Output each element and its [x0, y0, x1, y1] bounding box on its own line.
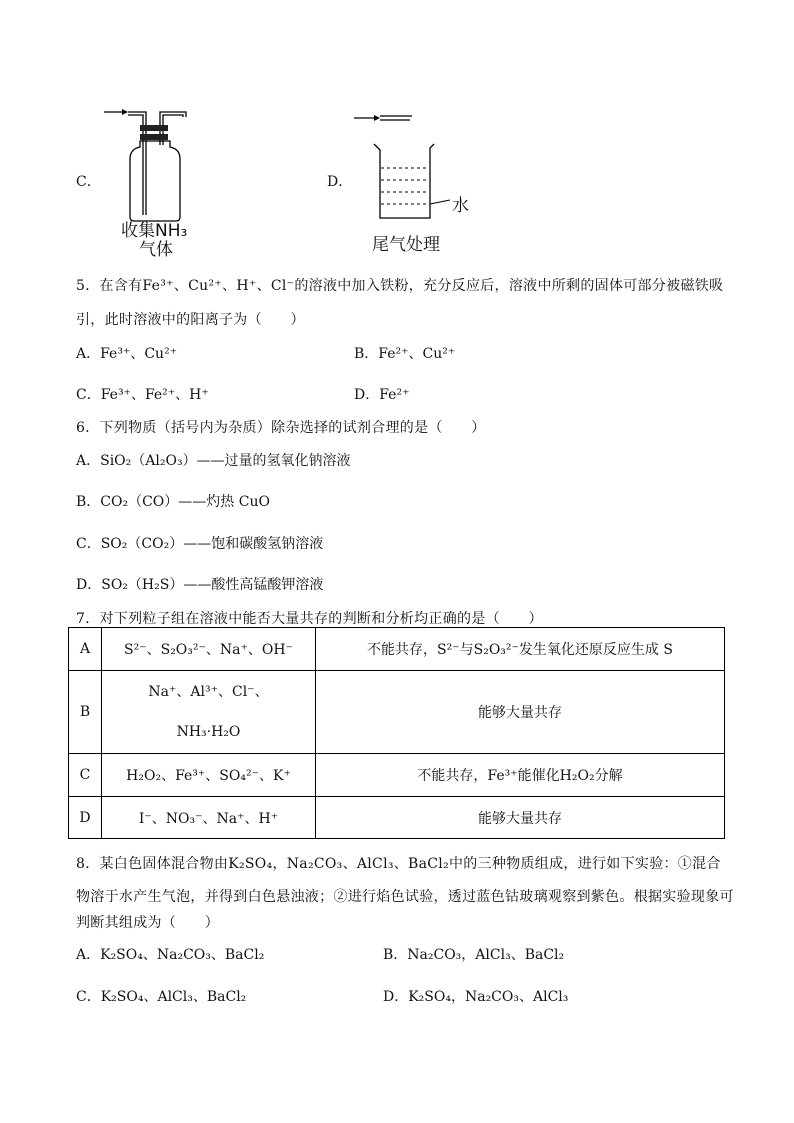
q6-stem: 6．下列物质（括号内为杂质）除杂选择的试剂合理的是（ ） — [76, 420, 486, 436]
q8-option-a: A．K₂SO₄、Na₂CO₃、BaCl₂ — [76, 947, 265, 963]
q6-option-a: A．SiO₂（Al₂O₃）——过量的氢氧化钠溶液 — [76, 453, 351, 469]
q5-stem-line1: 5．在含有Fe³⁺、Cu²⁺、H⁺、Cl⁻的溶液中加入铁粉，充分反应后，溶液中所剩的固体可部分被磁铁吸 — [76, 278, 724, 294]
ion-group — [102, 671, 316, 754]
water-label: 水 — [452, 196, 469, 216]
beaker-tail-gas-figure — [350, 110, 460, 230]
q8-stem-line1: 8．某白色固体混合物由K₂SO₄，Na₂CO₃、AlCl₃、BaCl₂中的三种物质组成，进行如下实验：①混合 — [76, 856, 721, 872]
q5-stem-line2: 引，此时溶液中的阳离子为（ ） — [76, 312, 305, 328]
q6-option-c: C．SO₂（CO₂）——饱和碳酸氢钠溶液 — [76, 536, 324, 552]
row-key: B — [69, 671, 102, 754]
gas-washing-bottle-figure — [100, 105, 200, 225]
figure-c-caption-line1: 收集NH₃ — [121, 221, 188, 241]
row-key: A — [69, 628, 102, 671]
analysis: 不能共存，S²⁻与S₂O₃²⁻发生氧化还原反应生成 S — [316, 628, 725, 671]
ion-group: S²⁻、S₂O₃²⁻、Na⁺、OH⁻ — [102, 628, 316, 671]
row-key: D — [69, 797, 102, 839]
ion-group: I⁻、NO₃⁻、Na⁺、H⁺ — [102, 797, 316, 839]
q8-stem-line2: 物溶于水产生气泡，并得到白色悬浊液；②进行焰色试验，透过蓝色钴玻璃观察到紫色。根据实验现象可 — [76, 889, 734, 905]
q6-option-d: D．SO₂（H₂S）——酸性高锰酸钾溶液 — [76, 577, 324, 593]
q8-stem-line3: 判断其组成为（ ） — [76, 915, 219, 931]
figure-d-caption: 尾气处理 — [372, 235, 440, 255]
option-c-letter: C． — [76, 174, 101, 190]
q5-option-b: B．Fe²⁺、Cu²⁺ — [354, 346, 456, 362]
figure-c-caption-line2: 气体 — [139, 240, 173, 260]
q6-option-b: B．CO₂（CO）——灼热 CuO — [76, 494, 270, 510]
q5-option-d: D．Fe²⁺ — [354, 387, 410, 403]
q5-option-a: A．Fe³⁺、Cu²⁺ — [76, 346, 178, 362]
q8-option-c: C．K₂SO₄、AlCl₃、BaCl₂ — [76, 989, 247, 1005]
option-d-letter: D． — [327, 174, 353, 190]
analysis: 不能共存，Fe³⁺能催化H₂O₂分解 — [316, 754, 725, 797]
analysis: 能够大量共存 — [316, 671, 725, 754]
q8-option-b: B．Na₂CO₃，AlCl₃、BaCl₂ — [383, 947, 565, 963]
ion-group-line2: NH₃·H₂O — [176, 724, 241, 740]
analysis: 能够大量共存 — [316, 797, 725, 839]
table-row — [69, 754, 725, 797]
table-row — [69, 671, 725, 754]
ion-group-line1: Na⁺、Al³⁺、Cl⁻、 — [148, 684, 269, 700]
row-key: C — [69, 754, 102, 797]
table-row — [69, 628, 725, 671]
table-row — [69, 797, 725, 839]
q7-stem: 7．对下列粒子组在溶液中能否大量共存的判断和分析均正确的是（ ） — [76, 611, 543, 627]
ion-group: H₂O₂、Fe³⁺、SO₄²⁻、K⁺ — [102, 754, 316, 797]
q5-option-c: C．Fe³⁺、Fe²⁺、H⁺ — [76, 387, 209, 403]
q7-table — [68, 627, 725, 839]
q8-option-d: D．K₂SO₄，Na₂CO₃、AlCl₃ — [383, 989, 569, 1005]
